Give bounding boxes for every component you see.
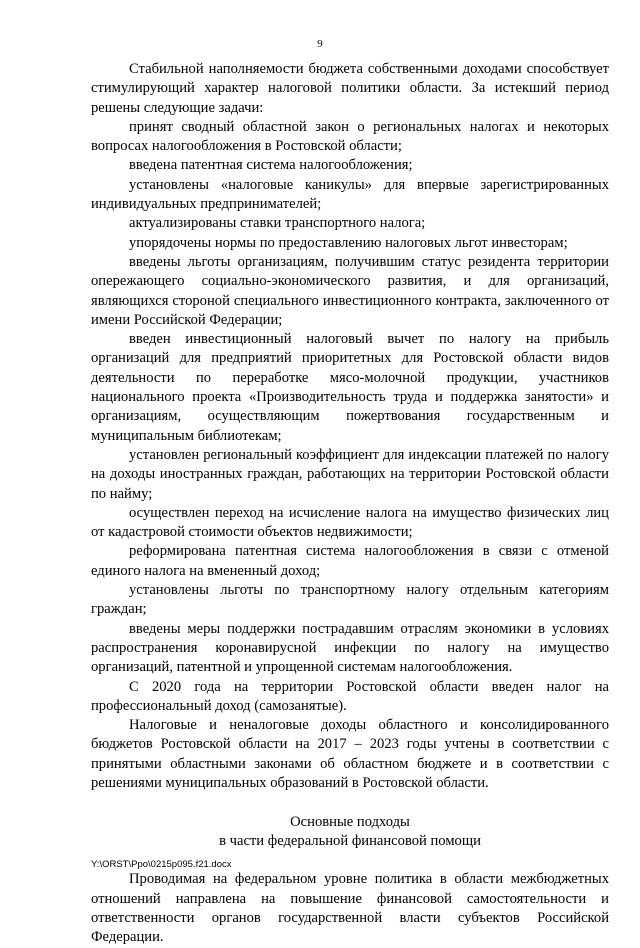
paragraph-federal-policy: Проводимая на федеральном уровне политика в области межбюджетных отношений направлена на повышение финансовой самостоятельности и ответственности органов государственной власти субъектов Российской Федерации. (91, 871, 609, 946)
paragraph-revenue-forecast: Налоговые и неналоговые доходы областного и консолидированного бюджетов Ростовской области на 2017 – 2023 годы учтены в соответствии с принятыми областными законами об областном бюджете и в соответствии с решениями муниципальных образований в Ростовской области. (91, 717, 609, 791)
paragraph-task-resident-benefits: введены льготы организациям, получившим статус резидента территории опережающего социально-экономического развития, и для организаций, являющихся стороной специального инвестиционного контракта, заключенного от имени Российской Федерации; (91, 253, 609, 328)
section-heading-line-2: в части федеральной финансовой помощи (219, 832, 481, 849)
paragraph-task-investment-deduction: введен инвестиционный налоговый вычет по налогу на прибыль организаций для предприятий приоритетных для Ростовской области видов деятельности по переработке мясо-молочной продукции, участников национального проекта «Производительность труда и поддержка занятости» и организациям, осуществляющим пожертвования государственным и муниципальным библиотекам; (91, 331, 609, 444)
paragraph-task-cadastral-value: осуществлен переход на исчисление налога на имущество физических лиц от кадастровой стоимости объектов недвижимости; (91, 504, 609, 541)
section-heading (91, 813, 609, 852)
document-body (91, 60, 609, 948)
page-number: 9 (317, 38, 323, 50)
paragraph-task-patent-reform: реформирована патентная система налогообложения в связи с отменой единого налога на вмененный доход; (91, 543, 609, 579)
paragraph-task-tax-holidays: установлены «налоговые каникулы» для впервые зарегистрированных индивидуальных предпринимателей; (91, 176, 609, 213)
paragraph-intro: Стабильной наполняемости бюджета собственными доходами способствует стимулирующий характер налоговой политики области. За истекший период решены следующие задачи: (91, 61, 609, 116)
paragraph-task-transport-benefits: установлены льготы по транспортному налогу отдельным категориям граждан; (91, 582, 609, 618)
footer-file-path: Y:\ORST\Ppo\0215p095.f21.docx (91, 859, 232, 870)
paragraph-task-patent-system: введена патентная система налогообложения; (129, 157, 413, 174)
paragraph-task-covid-support: введены меры поддержки пострадавшим отраслям экономики в условиях распространения коронавирусной инфекции по налогу на имущество организаций, патентной и упрощенной системам налогообложения. (91, 620, 609, 676)
paragraph-task-consolidated-law: принят сводный областной закон о региональных налогах и некоторых вопросах налогообложения в Ростовской области; (91, 118, 609, 155)
paragraph-task-transport-rates: актуализированы ставки транспортного налога; (129, 215, 426, 232)
section-heading-line-1: Основные подходы (290, 813, 410, 830)
paragraph-task-investor-benefits: упорядочены нормы по предоставлению налоговых льгот инвесторам; (129, 234, 568, 251)
paragraph-task-regional-coefficient: установлен региональный коэффициент для индексации платежей по налогу на доходы иностранных граждан, работающих на территории Ростовской области по найму; (91, 446, 609, 502)
paragraph-self-employed-tax: С 2020 года на территории Ростовской области введен налог на профессиональный доход (самозанятые). (91, 678, 609, 714)
